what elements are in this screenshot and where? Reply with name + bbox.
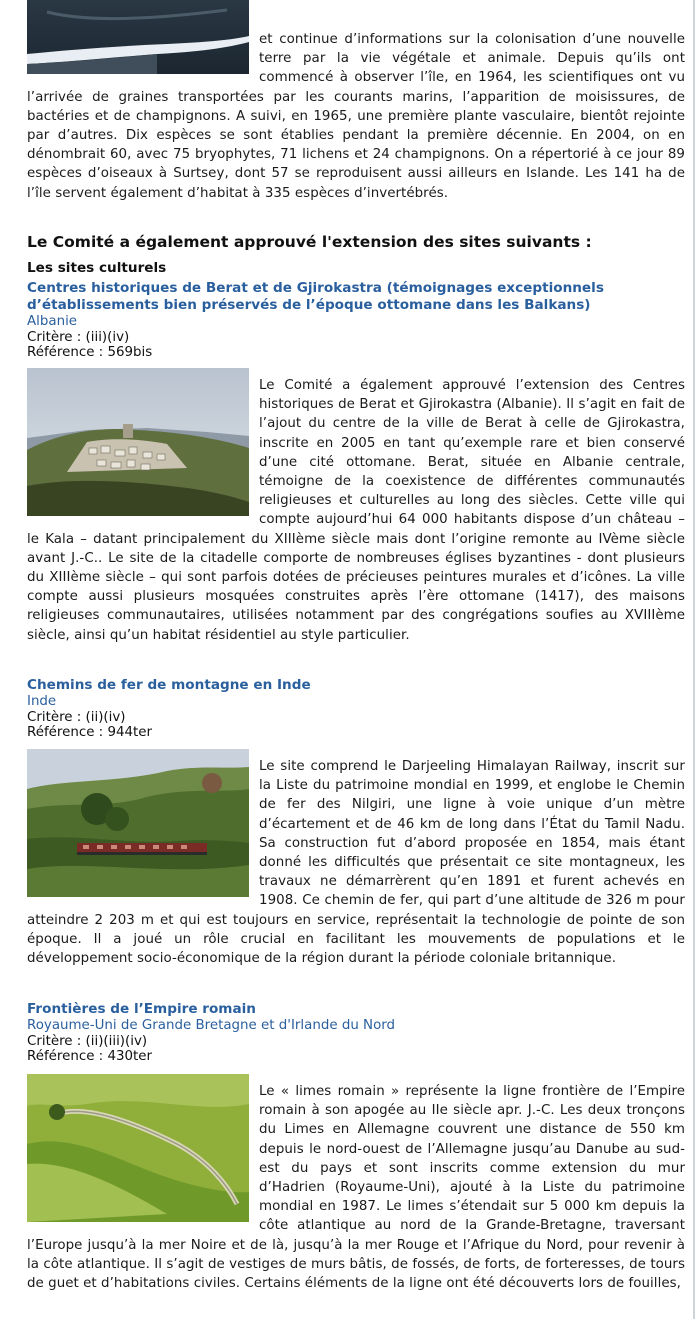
site-country: Inde [27,694,57,709]
section-header [27,233,685,276]
site-criteria: Critère : (ii)(iv) [27,709,126,725]
surtsey-photo [27,0,249,74]
railway-photo [27,749,249,897]
site-body-railways [27,749,685,968]
site-criteria: Critère : (ii)(iii)(iv) [27,1033,148,1049]
cultural-sites-subheading: Les sites culturels [27,260,167,276]
site-description: Le Comité a également approuvé l’extension des Centres historiques de Berat et Gjirokastra (Albanie). Il s’agit en fait de l’ajout du centre de la ville de Berat à celle de Gjirokastra, inscrite en 2005 en tant qu’exemple rare et bien conservé d’une cité ottomane. Berat, située en Albanie centrale, témoigne de la coexistence de différentes communautés religieuses et culturelles au long des siècles. Cette ville qui compte aujourd’hui 64 000 habitants dispose d’un château – le Kala – datant principalement du XIIIème siècle mais dont l’origine remonte au IVème siècle avant J.-C.. Le site de la citadelle comporte de nombreuses églises byzantines - dont plusieurs du XIIIème siècle – qui sont parfois dotées de précieuses peintures murales et d’icônes. La ville compte aussi plusieurs mosquées construites après l’ère ottomane (1417), des maisons religieuses communautaires, utilisées notamment par des congrégations soufies au XVIIIème siècle, ainsi qu’un habitat résidentiel au style particulier. [27,378,685,643]
site-country: Royaume-Uni de Grande Bretagne et d'Irlande du Nord [27,1018,396,1033]
section-heading: Le Comité a également approuvé l'extension des sites suivants : [27,233,592,251]
roman-wall-photo [27,1074,249,1222]
site-body-berat [27,368,685,645]
site-entry-berat [27,280,685,361]
site-reference: Référence : 430ter [27,1049,153,1064]
site-description: Le « limes romain » représente la ligne frontière de l’Empire romain à son apogée au IIe siècle apr. J.-C. Les deux tronçons du Limes en Allemagne couvrent une distance de 550 km depuis le nord-ouest de l’Allemagne jusqu’au Danube au sud-est du pays et sont inscrits comme extension du mur d’Hadrien (Royaume-Uni), ajouté à la Liste du patrimoine mondial en 1987. Le limes s’étendait sur 5 000 km depuis la côte atlantique au nord de la Grande-Bretagne, traversant l’Europe jusqu’à la mer Noire et de là, jusqu’à la mer Rouge et l’Afrique du Nord, pour revenir à la côte atlantique. Il s’agit de vestiges de murs bâtis, de fossés, de forts, de forteresses, de tours de guet et d’habitations civiles. Certains éléments de la ligne ont été découverts lors de fouilles, [27,1084,685,1292]
right-margin-rule [693,0,695,1319]
site-reference: Référence : 569bis [27,345,153,360]
site-country: Albanie [27,314,78,329]
site-title: Frontières de l’Empire romain [27,1001,256,1017]
site-description: Le site comprend le Darjeeling Himalayan Railway, inscrit sur la Liste du patrimoine mondial en 1999, et englobe le Chemin de fer des Nilgiri, une ligne à voie unique d’un mètre d’écartement et de 46 km de long dans l’État du Tamil Nadu. Sa construction fut d’abord proposée en 1854, mais étant donné les difficultés que présentait ce site montagneux, les travaux ne démarrèrent qu’en 1891 et furent achevés en 1908. Ce chemin de fer, qui part d’une altitude de 326 m pour atteindre 2 203 m et qui est toujours en service, représentait la technologie de pointe de son époque. Il a joué un rôle crucial en facilitant les mouvements de populations et le développement socio-économique de la région durant la période coloniale britannique. [27,759,685,967]
intro-block [27,0,685,203]
site-title: Centres historiques de Berat et de Gjirokastra (témoignages exceptionnels d’établissements bien préservés de l’époque ottomane dans les Balkans) [27,280,604,313]
site-criteria: Critère : (iii)(iv) [27,329,130,345]
site-body-limes [27,1074,685,1293]
intro-paragraph: et continue d’informations sur la colonisation d’une nouvelle terre par la vie végétale et animale. Depuis qu’ils ont commencé à observer l’île, en 1964, les scientifiques ont vu l’arrivée de graines transportées par les courants marins, l’apparition de moisissures, de bactéries et de champignons. A suivi, en 1965, une première plante vasculaire, bientôt rejointe par d’autres. Dix espèces se sont établies pendant la première décennie. En 2004, on en dénombrait 60, avec 75 bryophytes, 71 lichens et 24 champignons. On a répertorié à ce jour 89 espèces d’oiseaux à Surtsey, dont 57 se reproduisent aussi ailleurs en Islande. Les 141 ha de l’île servent également d’habitat à 335 espèces d’invertébrés. [27,32,685,201]
site-title: Chemins de fer de montagne en Inde [27,677,311,693]
site-reference: Référence : 944ter [27,725,153,740]
berat-town-photo [27,368,249,516]
site-entry-limes [27,1001,685,1065]
site-entry-railways [27,677,685,741]
